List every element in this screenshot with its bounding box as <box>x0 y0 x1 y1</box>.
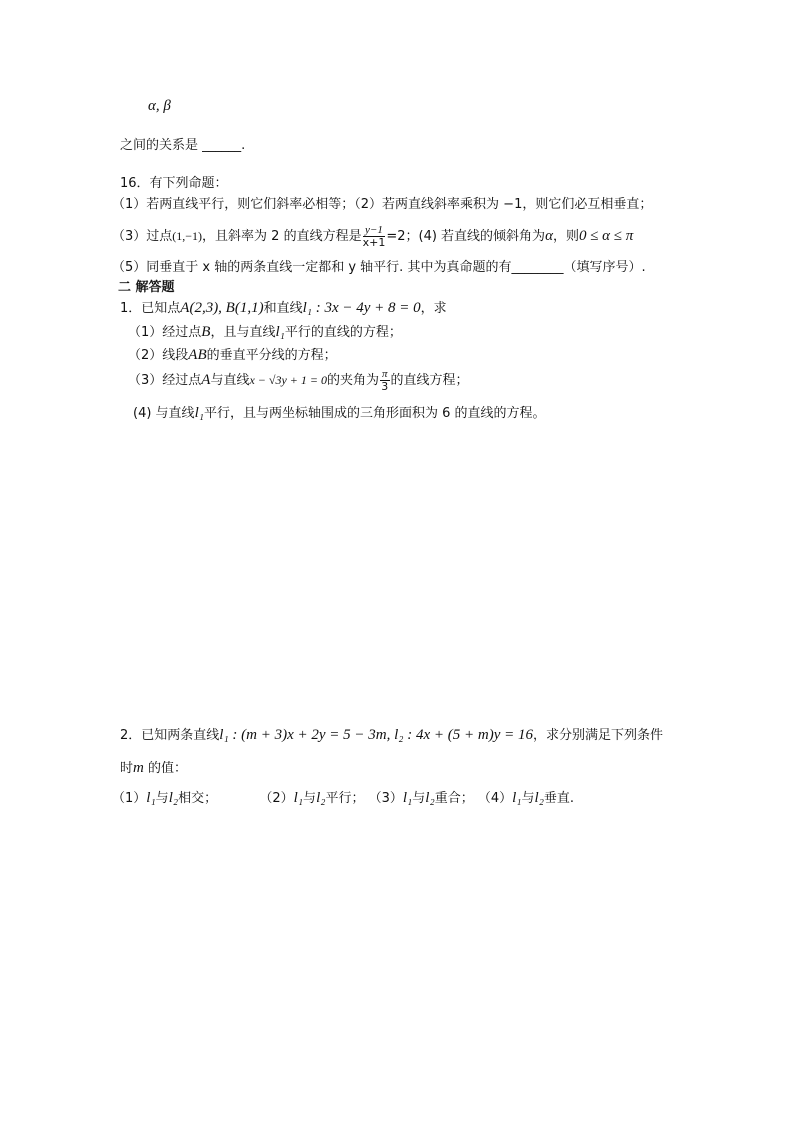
p1-s3-frac-den: 3 <box>381 380 389 393</box>
top-math-alpha-beta: α, β <box>148 98 171 114</box>
p1-sub4 <box>133 403 546 424</box>
p1-s2-seg: AB <box>188 347 207 363</box>
p2-conditions <box>112 788 574 809</box>
p2-c4-a: （4） <box>477 791 513 806</box>
q16-line3: （5）同垂直于 x 轴的两条直线一定都和 y 轴平行. 其中为真命题的有________（填写序号）. <box>112 260 646 275</box>
p1-s4-l: l₁ <box>194 405 204 421</box>
relation-line: 之间的关系是 ______. <box>120 138 246 153</box>
p1-s1-a: （1）经过点 <box>128 325 202 340</box>
q16-alpha: α <box>545 228 553 244</box>
p2-c3-c: 重合； <box>434 791 474 806</box>
p2-c4 <box>478 791 574 806</box>
p1-s2-a: （2）线段 <box>128 348 189 363</box>
p1-stem-c: ，求 <box>420 301 447 316</box>
p1-sub3 <box>128 368 469 393</box>
p1-s3-pt: A <box>201 372 211 388</box>
p1-stem-b: 和直线 <box>263 301 303 316</box>
q16-title: 16．有下列命题： <box>120 176 228 191</box>
p1-s3-a: （3）经过点 <box>128 373 202 388</box>
p2-stem-b: ，求分别满足下列条件 <box>533 728 664 743</box>
p1-s1-b: ，且与直线 <box>210 325 276 340</box>
p2-stem2-b: 的值： <box>143 761 187 776</box>
p1-s4-b: 平行，且与两坐标轴围成的三角形面积为 6 的直线的方程。 <box>203 406 546 421</box>
p2-c3-a: （3） <box>368 791 403 806</box>
q16-eq: =2 <box>386 229 406 244</box>
p1-s3-b: 与直线 <box>210 373 250 388</box>
p1-points: A(2,3), B(1,1) <box>180 300 264 316</box>
p2-stem-a: 2．已知两条直线 <box>120 728 220 743</box>
p1-s2-b: 的垂直平分线的方程； <box>206 348 337 363</box>
p2-c1 <box>112 791 217 806</box>
q16-range: 0 ≤ α ≤ π <box>578 228 634 244</box>
q16-line2-d: ，则 <box>552 229 579 244</box>
p1-s3-line: x − √3y + 1 = 0 <box>249 373 327 387</box>
p2-c2-l: l₁ <box>293 790 304 806</box>
p1-s1-c: 平行的直线的方程； <box>284 325 402 340</box>
p2-c4-c: 垂直. <box>543 791 575 806</box>
q16-fraction <box>363 224 386 249</box>
p2-c2-a: （2） <box>259 791 294 806</box>
p2-m: m <box>133 760 144 776</box>
p1-s3-c: 的夹角为 <box>327 373 380 388</box>
p1-sub2 <box>128 345 337 366</box>
p1-line-l1: l₁ : 3x − 4y + 8 = 0 <box>302 300 421 316</box>
p2-c1-l2: l₂ <box>168 790 179 806</box>
q16-line2-a: （3）过点 <box>112 229 173 244</box>
p1-sub1 <box>128 322 402 343</box>
q16-frac-den: x+1 <box>362 236 386 249</box>
p2-c1-b: 与 <box>155 791 169 806</box>
q16-frac-num: y−1 <box>363 224 386 237</box>
p2-stem2 <box>120 758 187 779</box>
p2-c3-l: l₁ <box>402 790 413 806</box>
q16-point: (1,−1) <box>172 229 203 243</box>
p1-s1-pt: B <box>201 324 211 340</box>
p1-s4-a: (4) 与直线 <box>133 406 195 421</box>
p2-c2 <box>259 791 364 806</box>
p2-c2-b: 与 <box>303 791 317 806</box>
p2-stem2-a: 时 <box>120 761 134 776</box>
p1-s3-fraction <box>380 368 390 393</box>
p1-s3-frac-num: π <box>382 368 388 380</box>
p1-stem-a: 1．已知点 <box>120 301 181 316</box>
p2-c4-l: l₁ <box>512 790 522 806</box>
q16-line2 <box>112 224 633 249</box>
p2-c1-l: l₁ <box>146 790 156 806</box>
p1-s3-d: 的直线方程； <box>390 373 469 388</box>
q16-line1: （1）若两直线平行，则它们斜率必相等；（2）若两直线斜率乘积为 −1，则它们必互相垂直； <box>112 197 653 212</box>
p2-lines: l₁ : (m + 3)x + 2y = 5 − 3m, l₂ : 4x + (5 + m)y = 16 <box>219 727 533 743</box>
p2-c3-b: 与 <box>412 791 426 806</box>
p2-c1-c: 相交； <box>178 791 218 806</box>
section2-title: 二 解答题 <box>118 280 175 295</box>
p2-c1-a: （1） <box>112 791 147 806</box>
q16-line2-c: ；(4) 若直线的倾斜角为 <box>405 229 546 244</box>
p2-c2-c: 平行； <box>325 791 365 806</box>
p2-c4-l2: l₂ <box>534 790 544 806</box>
p2-c4-b: 与 <box>521 791 535 806</box>
p2-c3-l2: l₂ <box>425 790 435 806</box>
q16-line2-b: ，且斜率为 2 的直线方程是 <box>202 229 362 244</box>
p1-stem <box>120 298 447 319</box>
p2-c3 <box>369 791 474 806</box>
p2-stem <box>120 725 663 746</box>
p2-c2-l2: l₂ <box>316 790 326 806</box>
p1-s1-l: l₁ <box>275 324 285 340</box>
